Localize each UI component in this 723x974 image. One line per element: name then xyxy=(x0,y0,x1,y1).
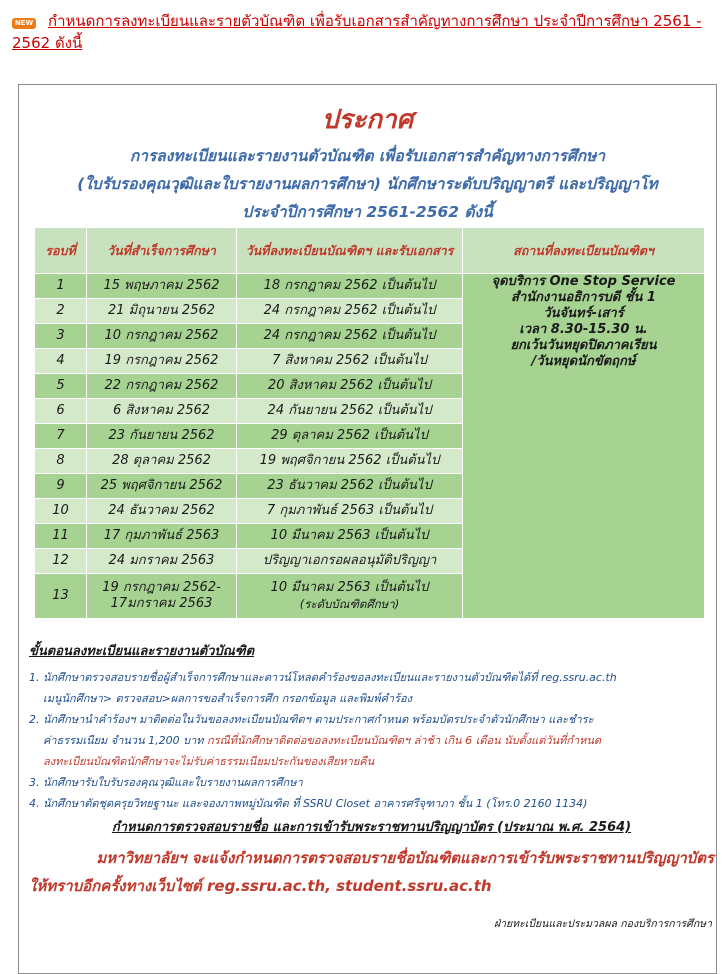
university-announcement-2: ให้ทราบอีกครั้งทางเว็บไซต์ reg.ssru.ac.th, student.ssru.ac.th xyxy=(29,877,492,895)
reg-date-cell: 18 กรกฎาคม 2562 เป็นต้นไป xyxy=(237,274,463,299)
reg-date-cell: 20 สิงหาคม 2562 เป็นต้นไป xyxy=(237,374,463,399)
reg-date-cell: 29 ตุลาคม 2562 เป็นต้นไป xyxy=(237,424,463,449)
reg-date-cell: 19 พฤศจิกายน 2562 เป็นต้นไป xyxy=(237,449,463,474)
round-cell: 2 xyxy=(35,299,87,324)
round-cell: 3 xyxy=(35,324,87,349)
round-cell: 13 xyxy=(35,574,87,619)
university-announcement-1: มหาวิทยาลัยฯ จะแจ้งกำหนดการตรวจสอบรายชื่อบัณฑิตและการเข้ารับพระราชทานปริญญาบัตร xyxy=(96,849,714,867)
step-3: 3. นักศึกษารับใบรับรองคุณวุฒิและใบรายงานผลการศึกษา xyxy=(29,776,303,789)
reg-date-cell: 24 กันยายน 2562 เป็นต้นไป xyxy=(237,399,463,424)
header-round: รอบที่ xyxy=(35,228,87,274)
grad-date-cell: 19 กรกฎาคม 2562 xyxy=(87,349,237,374)
reg-date-cell: 23 ธันวาคม 2562 เป็นต้นไป xyxy=(237,474,463,499)
reg-date-line: (ระดับบัณฑิตศึกษา) xyxy=(299,597,400,611)
announcement-subtitle-3: ประจำปีการศึกษา 2561-2562 ดังนี้ xyxy=(242,203,493,221)
round-cell: 5 xyxy=(35,374,87,399)
reg-date-cell: 10 มีนาคม 2563 เป็นต้นไป xyxy=(237,524,463,549)
round-cell: 6 xyxy=(35,399,87,424)
grad-date-cell: 6 สิงหาคม 2562 xyxy=(87,399,237,424)
place-line: จุดบริการ One Stop Service xyxy=(491,274,676,289)
grad-date-cell: 23 กันยายน 2562 xyxy=(87,424,237,449)
grad-date-cell: 22 กรกฎาคม 2562 xyxy=(87,374,237,399)
table-header-row xyxy=(35,228,705,274)
reg-date-cell: 24 กรกฎาคม 2562 เป็นต้นไป xyxy=(237,299,463,324)
table-row xyxy=(35,274,705,299)
step-2-warning: กรณีที่นักศึกษาติดต่อขอลงทะเบียนบัณฑิตฯ ล่าช้า เกิน 6 เดือน นับตั้งแต่วันที่กำหนด xyxy=(207,734,602,747)
grad-date-cell: 17 กุมภาพันธ์ 2563 xyxy=(87,524,237,549)
grad-date-cell: 24 ธันวาคม 2562 xyxy=(87,499,237,524)
grad-date-line: 17มกราคม 2563 xyxy=(110,596,213,611)
reg-date-cell: 7 สิงหาคม 2562 เป็นต้นไป xyxy=(237,349,463,374)
grad-date-cell: 21 มิถุนายน 2562 xyxy=(87,299,237,324)
reg-date-cell xyxy=(237,574,463,619)
grad-date-cell: 28 ตุลาคม 2562 xyxy=(87,449,237,474)
headline-link[interactable]: กำหนดการลงทะเบียนและรายตัวบัณฑิต เพื่อรับเอกสารสำคัญทางการศึกษา ประจำปีการศึกษา 2561 - 2562 ดังนี้ xyxy=(12,12,702,52)
grad-date-cell: 15 พฤษภาคม 2562 xyxy=(87,274,237,299)
grad-date-cell: 10 กรกฎาคม 2562 xyxy=(87,324,237,349)
reg-date-cell: 24 กรกฎาคม 2562 เป็นต้นไป xyxy=(237,324,463,349)
step-2-fee: ค่าธรรมเนียม จำนวน 1,200 บาท xyxy=(43,734,208,747)
announcement-image xyxy=(18,84,717,974)
step-1 xyxy=(29,667,714,709)
step-2-line-3: ลงทะเบียนบัณฑิตนักศึกษาจะไม่รับค่าธรรมเนียมประกันของเสียหายคืน xyxy=(43,755,375,768)
place-cell xyxy=(463,274,705,619)
place-line: /วันหยุดนักขัตฤกษ์ xyxy=(531,354,636,369)
procedure-section xyxy=(29,640,714,932)
reg-date-cell: ปริญญาเอกรอผลอนุมัติปริญญา xyxy=(237,549,463,574)
round-cell: 4 xyxy=(35,349,87,374)
grad-date-line: 19 กรกฎาคม 2562- xyxy=(102,580,221,595)
round-cell: 1 xyxy=(35,274,87,299)
step-2-line-1: 2. นักศึกษานำคำร้องฯ มาติดต่อในวันขอลงทะเบียนบัณฑิตฯ ตามประกาศกำหนด พร้อมบัตรประจำตัวนักศึกษา และชำระ xyxy=(29,713,594,726)
announcement-title: ประกาศ xyxy=(321,105,414,135)
round-cell: 12 xyxy=(35,549,87,574)
grad-date-cell: 24 มกราคม 2563 xyxy=(87,549,237,574)
header-place: สถานที่ลงทะเบียนบัณฑิตฯ xyxy=(463,228,705,274)
reg-date-cell: 7 กุมภาพันธ์ 2563 เป็นต้นไป xyxy=(237,499,463,524)
new-badge-icon: NEW xyxy=(12,18,36,29)
procedure-heading: ขั้นตอนลงทะเบียนและรายงานตัวบัณฑิต xyxy=(29,644,255,659)
step-1-line-2: เมนูนักศึกษา> ตรวจสอบ>ผลการขอสำเร็จการศึก กรอกข้อมูล และพิมพ์คำร้อง xyxy=(43,692,412,705)
announcement-subtitle-2: (ใบรับรองคุณวุฒิและใบรายงานผลการศึกษา) นักศึกษาระดับปริญญาตรี และปริญญาโท xyxy=(77,175,658,193)
header-grad-date: วันที่สำเร็จการศึกษา xyxy=(87,228,237,274)
grad-date-cell: 25 พฤศจิกายน 2562 xyxy=(87,474,237,499)
round-cell: 7 xyxy=(35,424,87,449)
headline xyxy=(12,10,712,54)
step-1-line-1: 1. นักศึกษาตรวจสอบรายชื่อผู้สำเร็จการศึกษาและดาวน์โหลดคำร้องขอลงทะเบียนและรายงานตัวบัณฑิตได้ที่ reg.ssru.ac.th xyxy=(29,671,617,684)
grad-date-cell xyxy=(87,574,237,619)
step-4: 4. นักศึกษาตัดชุดครุยวิทยฐานะ และจองภาพหมู่บัณฑิต ที่ SSRU Closet อาคารศรีจุฑาภา ชั้น 1 (โทร.0 2160 1134) xyxy=(29,797,588,810)
step-2-line-2 xyxy=(29,730,714,751)
round-cell: 8 xyxy=(35,449,87,474)
place-line: วันจันทร์-เสาร์ xyxy=(543,306,624,321)
place-line: สำนักงานอธิการบดี ชั้น 1 xyxy=(511,290,656,305)
graduation-notice: กำหนดการตรวจสอบรายชื่อ และการเข้ารับพระราชทานปริญญาบัตร (ประมาณ พ.ศ. 2564) xyxy=(111,820,632,835)
round-cell: 10 xyxy=(35,499,87,524)
footer-office: ฝ่ายทะเบียนและประมวลผล กองบริการการศึกษา xyxy=(493,918,712,930)
round-cell: 11 xyxy=(35,524,87,549)
registration-schedule-table xyxy=(34,227,705,619)
place-line: เวลา 8.30-15.30 น. xyxy=(519,322,648,337)
place-line: ยกเว้นวันหยุดปิดภาคเรียน xyxy=(510,338,657,353)
step-2 xyxy=(29,709,714,772)
round-cell: 9 xyxy=(35,474,87,499)
reg-date-line: 10 มีนาคม 2563 เป็นต้นไป xyxy=(270,580,429,595)
header-reg-date: วันที่ลงทะเบียนบัณฑิตฯ และรับเอกสาร xyxy=(237,228,463,274)
announcement-subtitle-1: การลงทะเบียนและรายงานตัวบัณฑิต เพื่อรับเอกสารสำคัญทางการศึกษา xyxy=(129,147,606,165)
